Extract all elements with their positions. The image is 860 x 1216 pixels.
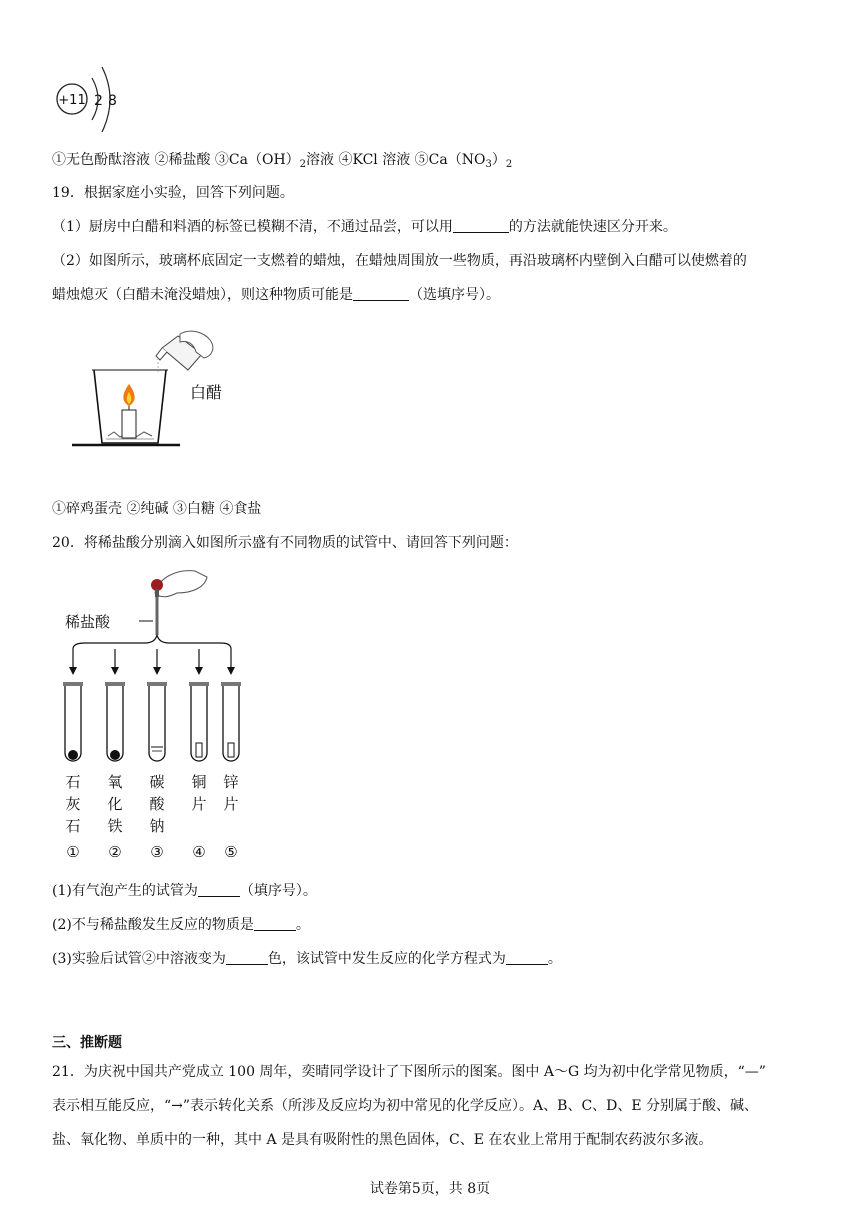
q18-options: ①无色酚酞溶液 ②稀盐酸 $③Ca(OH)_2$溶液 ④KCl 溶液 $⑤Ca(NO_3)_2$ bbox=[52, 152, 513, 170]
tube4-number: ④ bbox=[192, 843, 206, 861]
q21-line1: 21．为庆祝中国共产党成立 100 周年，奕晴同学设计了下图所示的图案。图中 A～G 均为初中化学常见物质，“—” bbox=[52, 1064, 766, 1080]
tube1-char2: 灰 bbox=[65, 795, 81, 813]
tube1-number: ① bbox=[66, 843, 80, 861]
tube3-char3: 钠 bbox=[149, 817, 165, 835]
atom-nucleus-label: +11 bbox=[58, 93, 86, 108]
candle-vinegar-figure bbox=[70, 330, 240, 455]
q19-part1: （1）厨房中白醋和料酒的标签已模糊不清，不通过品尝，可以用 的方法就能快速区分开来。 bbox=[52, 219, 677, 235]
tube3-char1: 碳 bbox=[149, 773, 165, 791]
vinegar-label: 白醋 bbox=[190, 383, 223, 402]
q19-part2-line2: 蜡烛熄灭（白醋未淹没蜡烛），则这种物质可能是 （选填序号）。 bbox=[52, 287, 500, 303]
q20-title: 20．将稀盐酸分别滴入如图所示盛有不同物质的试管中、请回答下列问题： bbox=[52, 535, 518, 551]
tube2-char3: 铁 bbox=[107, 817, 123, 835]
answer-blank[interactable] bbox=[506, 950, 548, 965]
q21-line2: 表示相互能反应，“→”表示转化关系（所涉及反应均为初中常见的化学反应）。A、B、C、D、E 分别属于酸、碱、 bbox=[52, 1098, 759, 1114]
q20-question3: (3)实验后试管②中溶液变为 色，该试管中发生反应的化学方程式为 。 bbox=[52, 951, 562, 967]
q19-part2-line1: （2）如图所示，玻璃杯底固定一支燃着的蜡烛，在蜡烛周围放一些物质，再沿玻璃杯内壁倒入白醋可以使燃着的 bbox=[52, 253, 747, 269]
atom-shell1-label: 2 bbox=[94, 93, 103, 109]
answer-blank[interactable] bbox=[226, 950, 268, 965]
sodium-atom-diagram bbox=[52, 62, 132, 138]
tube3-char2: 酸 bbox=[149, 795, 165, 813]
tube4-char1: 铜 bbox=[191, 773, 207, 791]
q20-question2: (2)不与稀盐酸发生反应的物质是 。 bbox=[52, 917, 310, 933]
q19-options: ①碎鸡蛋壳 ②纯碱 ③白糖 ④食盐 bbox=[52, 501, 262, 517]
page-footer: 试卷第5页，共 8页 bbox=[369, 1181, 491, 1197]
answer-blank[interactable] bbox=[453, 218, 509, 233]
answer-blank[interactable] bbox=[198, 882, 240, 897]
tube2-char2: 化 bbox=[107, 795, 123, 813]
tube3-number: ③ bbox=[150, 843, 164, 861]
tube2-char1: 氧 bbox=[107, 773, 123, 791]
tube5-char2: 片 bbox=[223, 795, 239, 813]
q21-line3: 盐、氧化物、单质中的一种，其中 A 是具有吸附性的黑色固体，C、E 在农业上常用于配制农药波尔多液。 bbox=[52, 1132, 713, 1148]
tube5-char1: 锌 bbox=[223, 773, 239, 791]
dilute-hcl-label: 稀盐酸 bbox=[65, 613, 111, 631]
tube1-char1: 石 bbox=[65, 773, 81, 791]
test-tube-figure bbox=[55, 563, 255, 863]
q20-question1: (1)有气泡产生的试管为 （填序号）。 bbox=[52, 883, 317, 899]
q19-title: 19．根据家庭小实验，回答下列问题。 bbox=[52, 185, 294, 201]
tube5-number: ⑤ bbox=[224, 843, 238, 861]
answer-blank[interactable] bbox=[353, 286, 409, 301]
tube4-char2: 片 bbox=[191, 795, 207, 813]
atom-shell2-label: 8 bbox=[108, 93, 117, 109]
tube1-char3: 石 bbox=[65, 817, 81, 835]
tube2-number: ② bbox=[108, 843, 122, 861]
answer-blank[interactable] bbox=[254, 916, 296, 931]
section-title: 三、推断题 bbox=[52, 1035, 122, 1051]
